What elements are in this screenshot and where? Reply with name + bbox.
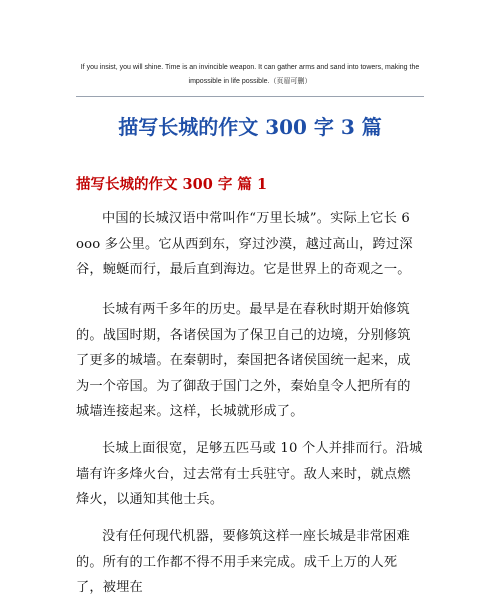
section-heading: 描写长城的作文 300 字 篇 1	[76, 176, 268, 193]
header-quote-line-1: If you insist, you will shine. Time is an invincible weapon. It can gather arms and sand into towers, making the	[80, 64, 420, 71]
paragraph-1: 中国的长城汉语中常叫作“万里长城”。实际上它长 6 ooo 多公里。它从西到东，穿过沙漠，越过高山，跨过深谷，蜿蜒而行，最后直到海边。它是世界上的奇观之一。	[76, 211, 413, 277]
document-title: 描写长城的作文 300 字 3 篇	[118, 115, 382, 139]
header-divider	[76, 96, 424, 97]
paragraph-2: 长城有两千多年的历史。最早是在春秋时期开始修筑的。战国时期，各诸侯国为了保卫自己的边境，分别修筑了更多的城墙。在秦朝时，秦国把各诸侯国统一起来，成为一个帝国。为了御敌于国门之外，秦始皇令人把所有的城墙连接起来。这样，长城就形成了。	[76, 302, 411, 419]
paragraph-3: 长城上面很宽，足够五匹马或 10 个人并排而行。沿城墙有许多烽火台，过去常有士兵驻守。敌人来时，就点燃烽火，以通知其他士兵。	[76, 441, 423, 507]
page-header-quote	[60, 61, 440, 89]
paragraph-4: 没有任何现代机器，要修筑这样一座长城是非常困难的。所有的工作都不得不用手来完成。成千上万的人死了，被埋在	[76, 529, 410, 595]
header-quote-line-2: impossible in life possible.（页眉可删）	[188, 78, 312, 85]
